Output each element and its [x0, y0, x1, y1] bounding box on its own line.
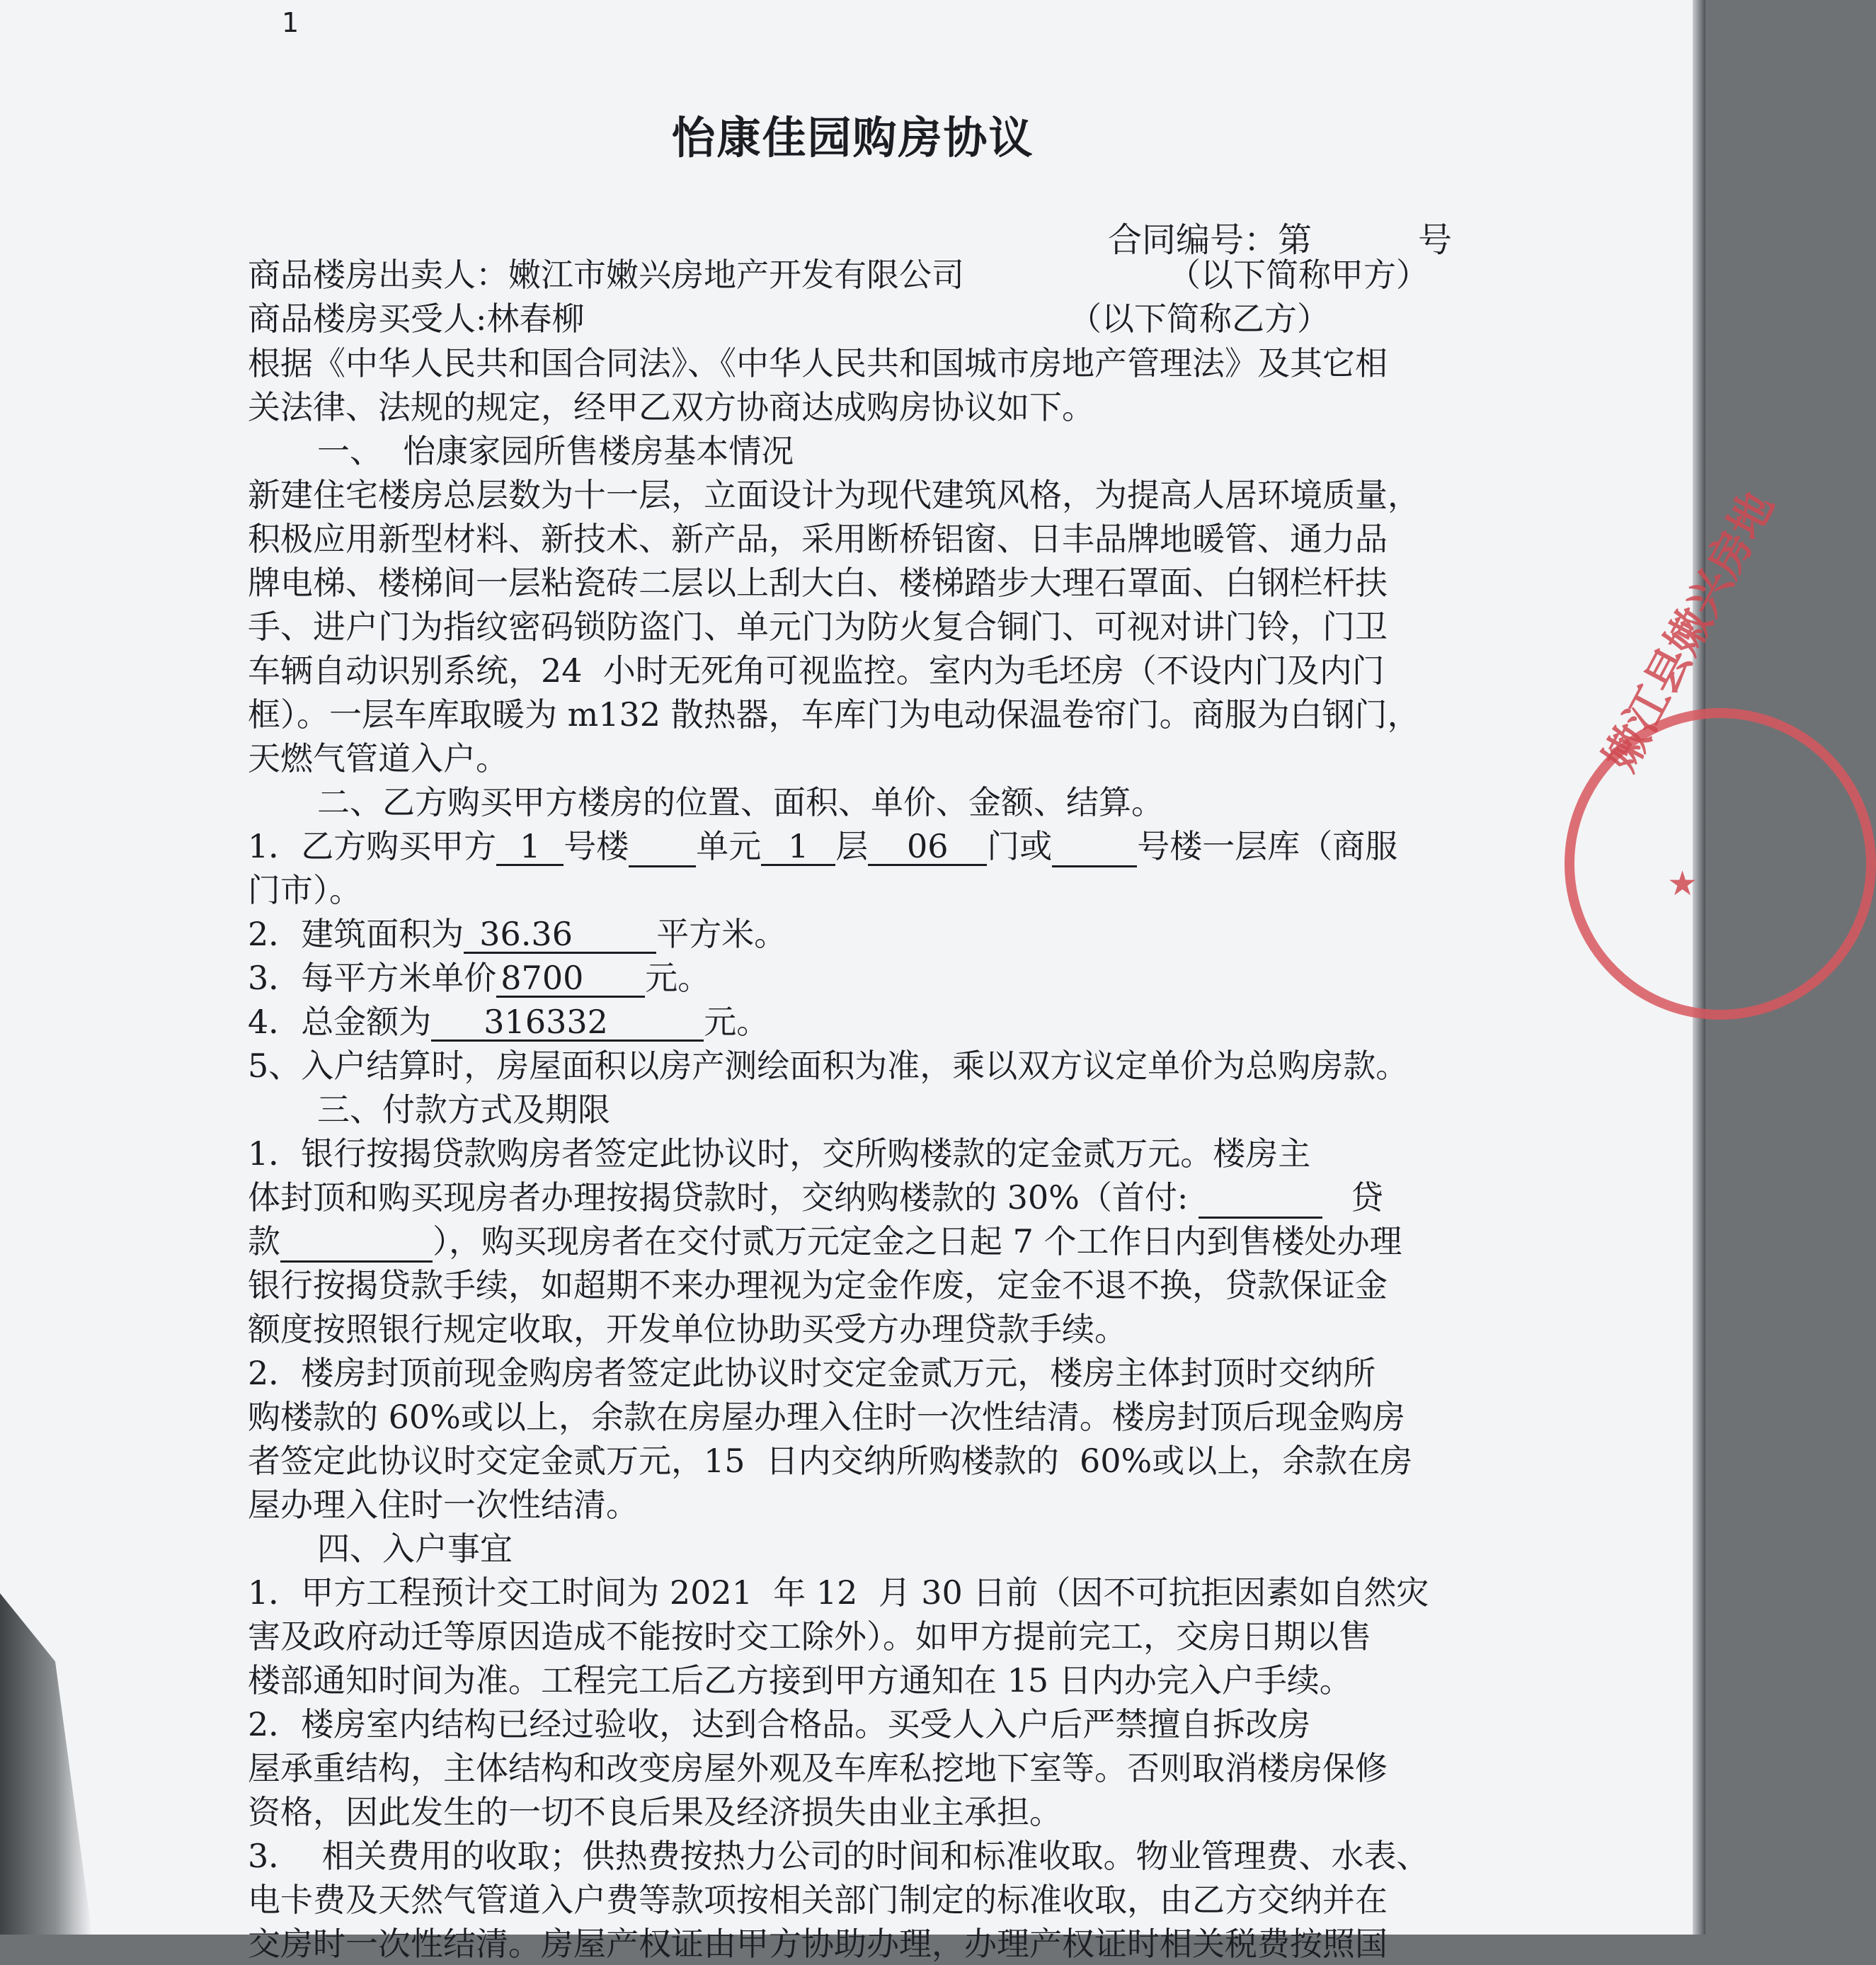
paragraph-line: 者签定此协议时交定金贰万元，15 日内交纳所购楼款的 60%或以上，余款在房: [248, 1442, 1413, 1480]
paragraph-line: 屋承重结构，主体结构和改变房屋外观及车库私挖地下室等。否则取消楼房保修: [248, 1749, 1388, 1787]
paragraph-line: 新建住宅楼房总层数为十一层，立面设计为现代建筑风格，为提高人居环境质量，: [248, 476, 1420, 514]
unit-price-line: 3．每平方米单价 8700 元。: [248, 959, 711, 997]
paragraph-line: 3． 相关费用的收取；供热费按热力公司的时间和标准收取。物业管理费、水表、: [248, 1837, 1429, 1875]
paragraph-line: 框）。一层车库取暖为 m132 散热器，车库门为电动保温卷帘门。商服为白钢门，: [248, 695, 1420, 734]
paragraph-line: 2．楼房室内结构已经过验收，达到合格品。买受人入户后严禁擅自拆改房: [248, 1705, 1311, 1743]
paragraph-line: 天燃气管道入户。: [248, 739, 508, 778]
section-heading: 四、入户事宜: [317, 1530, 513, 1568]
document-title: 怡康佳园购房协议: [671, 112, 1034, 164]
paragraph-line: 额度按照银行规定收取，开发单位协助买受方办理贷款手续。: [248, 1310, 1127, 1348]
buyer-line: [248, 297, 585, 340]
buyer-label: 商品楼房买受人:: [248, 300, 487, 338]
paragraph-line: 牌电梯、楼梯间一层粘瓷砖二层以上刮大白、楼梯踏步大理石罩面、白钢栏杆扶: [248, 564, 1388, 602]
buyer-alias: （以下简称乙方）: [1069, 300, 1329, 338]
total-amount-value: 316332: [431, 1004, 704, 1042]
contract-number-label: 合同编号：第: [1108, 220, 1312, 260]
down-payment-line: 体封顶和购买现房者办理按揭贷款时，交纳购楼款的 30%（首付: 贷: [248, 1176, 1383, 1219]
preamble-line: 关法律、法规的规定，经甲乙双方协商达成购房协议如下。: [248, 388, 1094, 426]
paragraph-line: 资格，因此发生的一切不良后果及经济损失由业主承担。: [248, 1793, 1062, 1831]
paragraph-line: 电卡费及天然气管道入户费等款项按相关部门制定的标准收取，由乙方交纳并在: [248, 1881, 1388, 1919]
down-payment-blank: [1199, 1181, 1322, 1219]
paragraph-line: 1．银行按揭贷款购房者签定此协议时，交所购楼款的定金贰万元。楼房主: [248, 1134, 1311, 1173]
page-curl-shadow: [0, 1593, 92, 1935]
seal-text: 嫩江县嫩兴房地: [1594, 483, 1784, 780]
unit-price-value: 8700: [496, 960, 645, 998]
seller-name: 嫩江市嫩兴房地产开发有限公司: [508, 256, 964, 294]
paragraph-line: 5、入户结算时，房屋面积以房产测绘面积为准，乘以双方议定单价为总购房款。: [248, 1047, 1409, 1085]
paragraph-line: 屋办理入住时一次性结清。: [248, 1486, 639, 1524]
paragraph-line: 门市）。: [248, 871, 362, 909]
contract-number-suffix: 号: [1418, 220, 1453, 260]
paragraph-line: 车辆自动识别系统，24 小时无死角可视监控。室内为毛坯房（不设内门及内门: [248, 651, 1385, 690]
section-heading: 二、乙方购买甲方楼房的位置、面积、单价、金额、结算。: [317, 783, 1164, 821]
paragraph-line: 害及政府动迁等原因造成不能按时交工除外）。如甲方提前完工，交房日期以售: [248, 1617, 1371, 1656]
seller-label: 商品楼房出卖人：: [248, 256, 508, 294]
paragraph-line: 交房时一次性结清。房屋产权证由甲方协助办理，办理产权证时相关税费按照国: [248, 1925, 1388, 1963]
buyer-name: 林春柳: [486, 300, 585, 338]
section-heading: 一、 怡康家园所售楼房基本情况: [317, 432, 794, 470]
purchase-location-line: 1．乙方购买甲方 1 号楼 单元 1 层 06 门或 号楼一层库（商服: [248, 825, 1397, 867]
garage-blank: [1052, 830, 1137, 867]
seal-star-icon: ★: [1667, 864, 1698, 904]
loan-blank: [280, 1225, 433, 1263]
floor-number: 1: [761, 828, 835, 866]
area-line: 2．建筑面积为 36.36 平方米。: [248, 915, 787, 953]
paragraph-line: 购楼款的 60%或以上，余款在房屋办理入住时一次性结清。楼房封顶后现金购房: [248, 1398, 1405, 1436]
unit-blank: [629, 830, 696, 867]
building-number: 1: [496, 828, 564, 866]
paragraph-line: 2．楼房封顶前现金购房者签定此协议时交定金贰万元，楼房主体封顶时交纳所: [248, 1354, 1376, 1392]
section-heading: 三、付款方式及期限: [317, 1090, 610, 1129]
page-number: 1: [282, 7, 299, 38]
loan-line: 款 ），购买现房者在交付贰万元定金之日起 7 个工作日内到售楼处办理: [248, 1220, 1402, 1263]
paragraph-line: 1．甲方工程预计交工时间为 2021 年 12 月 30 日前（因不可抗拒因素如自然灾: [248, 1573, 1429, 1612]
area-value: 36.36: [464, 916, 656, 954]
preamble-line: 根据《中华人民共和国合同法》、《中华人民共和国城市房地产管理法》及其它相: [248, 344, 1388, 382]
total-amount-line: 4．总金额为 316332 元。: [248, 1003, 770, 1041]
paragraph-line: 积极应用新型材料、新技术、新产品，采用断桥铝窗、日丰品牌地暖管、通力品: [248, 520, 1388, 558]
paragraph-line: 手、进户门为指纹密码锁防盗门、单元门为防火复合铜门、可视对讲门铃，门卫: [248, 608, 1388, 646]
seller-line: [248, 254, 964, 296]
door-number: 06: [868, 828, 987, 866]
paragraph-line: 银行按揭贷款手续，如超期不来办理视为定金作废，定金不退不换，贷款保证金: [248, 1266, 1388, 1304]
paragraph-line: 楼部通知时间为准。工程完工后乙方接到甲方通知在 15 日内办完入户手续。: [248, 1661, 1352, 1699]
seller-alias: （以下简称甲方）: [1168, 256, 1429, 294]
